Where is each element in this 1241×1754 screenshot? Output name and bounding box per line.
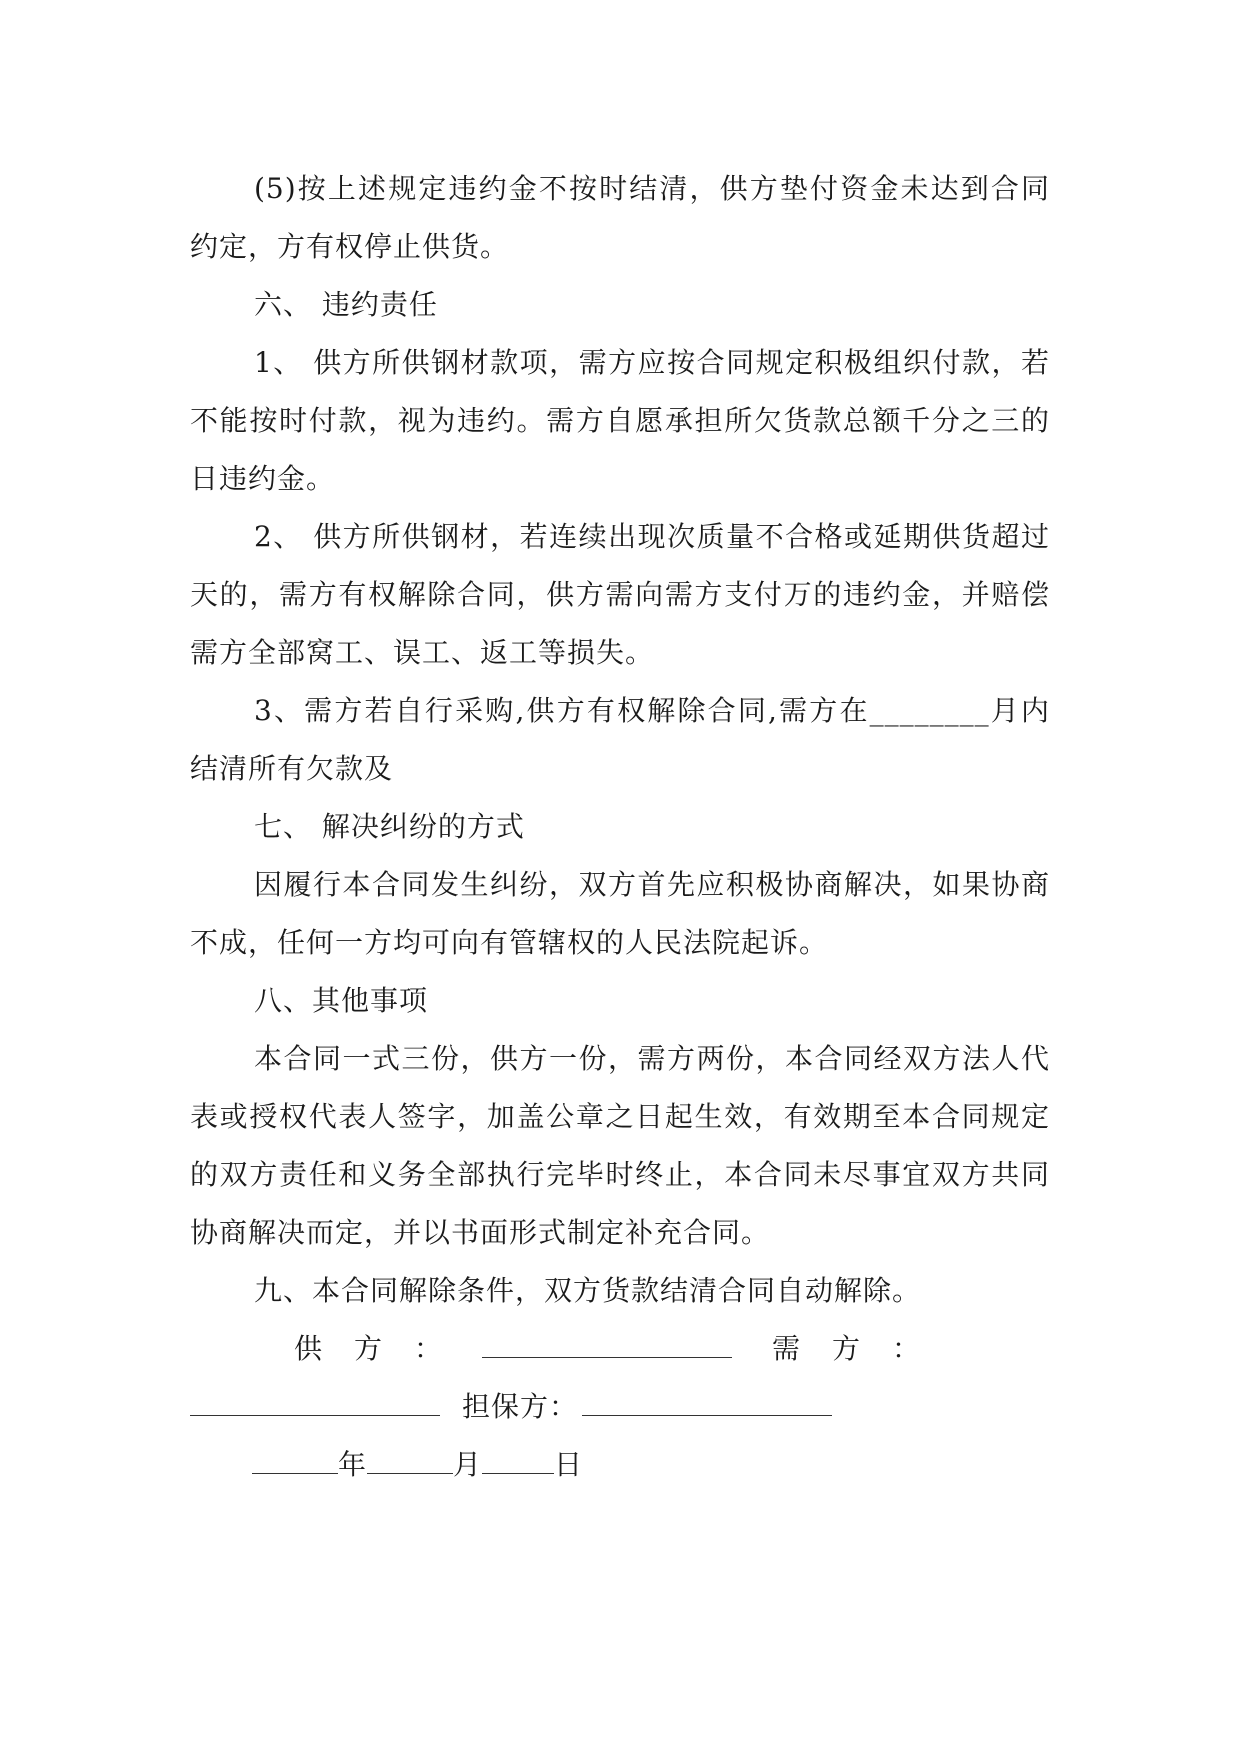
buyer-signature-line (190, 1381, 440, 1416)
paragraph-penalty-5: (5)按上述规定违约金不按时结清，供方垫付资金未达到合同约定，方有权停止供货。 (190, 172, 1050, 263)
document-body (190, 160, 1050, 1494)
paragraph-8: 本合同一式三份，供方一份，需方两份，本合同经双方法人代表或授权代表人签字，加盖公章之日起生效，有效期至本合同规定的双方责任和义务全部执行完毕时终止，本合同未尽事宜双方共同协商解决而定，并以书面形式制定补充合同。 (190, 1042, 1050, 1249)
paragraph-6-2: 2、 供方所供钢材，若连续出现次质量不合格或延期供货超过天的，需方有权解除合同，供方需向需方支付万的违约金，并赔偿需方全部窝工、误工、返工等损失。 (190, 520, 1050, 669)
heading-section-7: 七、 解决纠纷的方式 (254, 810, 525, 843)
heading-section-6: 六、 违约责任 (254, 288, 438, 321)
paragraph-7: 因履行本合同发生纠纷，双方首先应积极协商解决，如果协商不成，任何一方均可向有管辖权的人民法院起诉。 (190, 868, 1050, 959)
supplier-signature-line (482, 1323, 732, 1358)
year-blank (252, 1439, 338, 1474)
date-row (190, 1436, 1050, 1494)
buyer-label: 需方： (772, 1332, 953, 1365)
heading-section-8: 八、其他事项 (254, 984, 429, 1017)
year-label: 年 (338, 1448, 368, 1481)
day-blank (482, 1439, 554, 1474)
signature-row-1 (190, 1320, 1050, 1378)
guarantor-signature-line (582, 1381, 832, 1416)
paragraph-6-1: 1、 供方所供钢材款项，需方应按合同规定积极组织付款，若不能按时付款，视为违约。需方自愿承担所欠货款总额千分之三的日违约金。 (190, 346, 1050, 495)
month-label: 月 (453, 1448, 483, 1481)
signature-row-2 (190, 1378, 1050, 1436)
guarantor-label: 担保方： (462, 1390, 579, 1423)
paragraph-9: 九、本合同解除条件，双方货款结清合同自动解除。 (254, 1274, 922, 1307)
paragraph-6-3: 3、需方若自行采购,供方有权解除合同,需方在________月内结清所有欠款及 (190, 694, 1050, 785)
supplier-label: 供方： (294, 1332, 475, 1365)
day-label: 日 (554, 1448, 584, 1481)
month-blank (367, 1439, 453, 1474)
